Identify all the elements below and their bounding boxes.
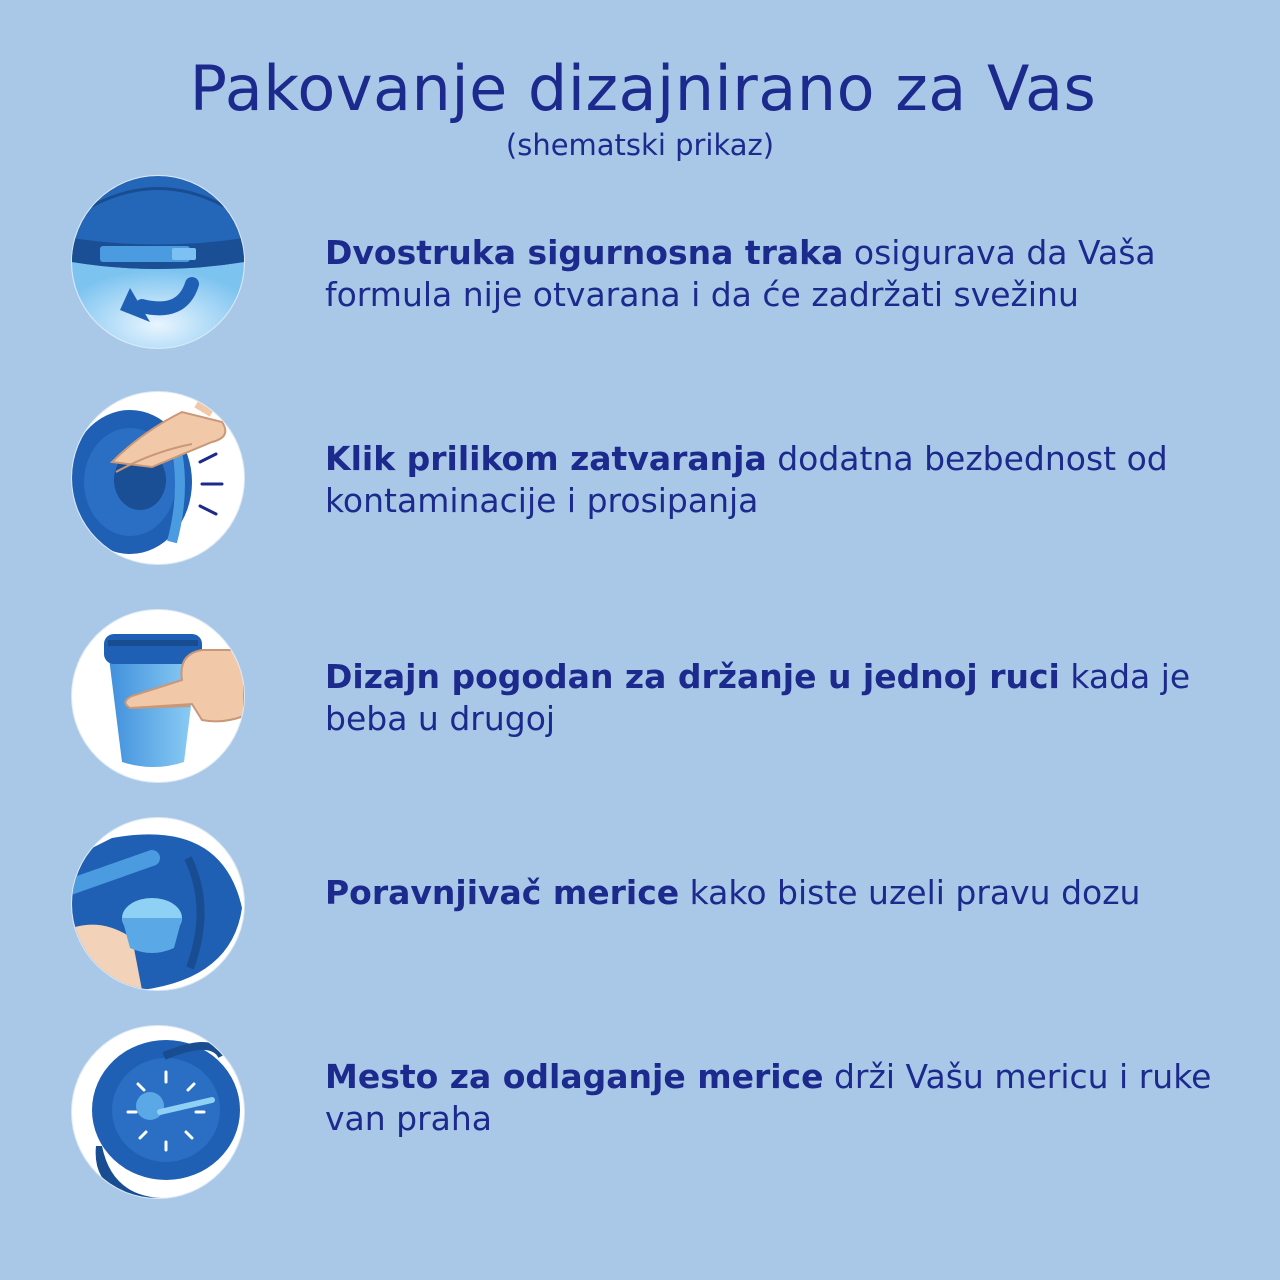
feature-title: Mesto za odlaganje merice (325, 1057, 824, 1096)
feature-title: Dvostruka sigurnosna traka (325, 233, 844, 272)
click-lid-icon (72, 392, 244, 564)
feature-description: kada je beba u drugoj (325, 657, 1191, 738)
feature-scoop-leveler (0, 818, 1280, 998)
feature-description: dodatna bezbednost od kontaminacije i prosipanja (325, 439, 1168, 520)
safety-seal-icon (72, 176, 244, 348)
feature-scoop-holder (0, 1026, 1280, 1206)
feature-description: drži Vašu mericu i ruke van praha (325, 1057, 1212, 1138)
feature-click-lid (0, 392, 1280, 572)
feature-safety-seal (0, 176, 1280, 356)
feature-title: Klik prilikom zatvaranja (325, 439, 767, 478)
feature-title: Dizajn pogodan za držanje u jednoj ruci (325, 657, 1060, 696)
one-hand-grip-icon (72, 610, 244, 782)
page-subtitle: (shematski prikaz) (505, 128, 775, 162)
feature-title: Poravnjivač merice (325, 873, 680, 912)
feature-description: kako biste uzeli pravu dozu (679, 873, 1141, 912)
scoop-leveler-icon (72, 818, 244, 990)
feature-description: osigurava da Vaša formula nije otvarana i da će zadržati svežinu (325, 233, 1156, 314)
scoop-holder-icon (72, 1026, 244, 1198)
page-title: Pakovanje dizajnirano za Vas (189, 52, 1097, 125)
feature-one-hand-grip (0, 610, 1280, 790)
